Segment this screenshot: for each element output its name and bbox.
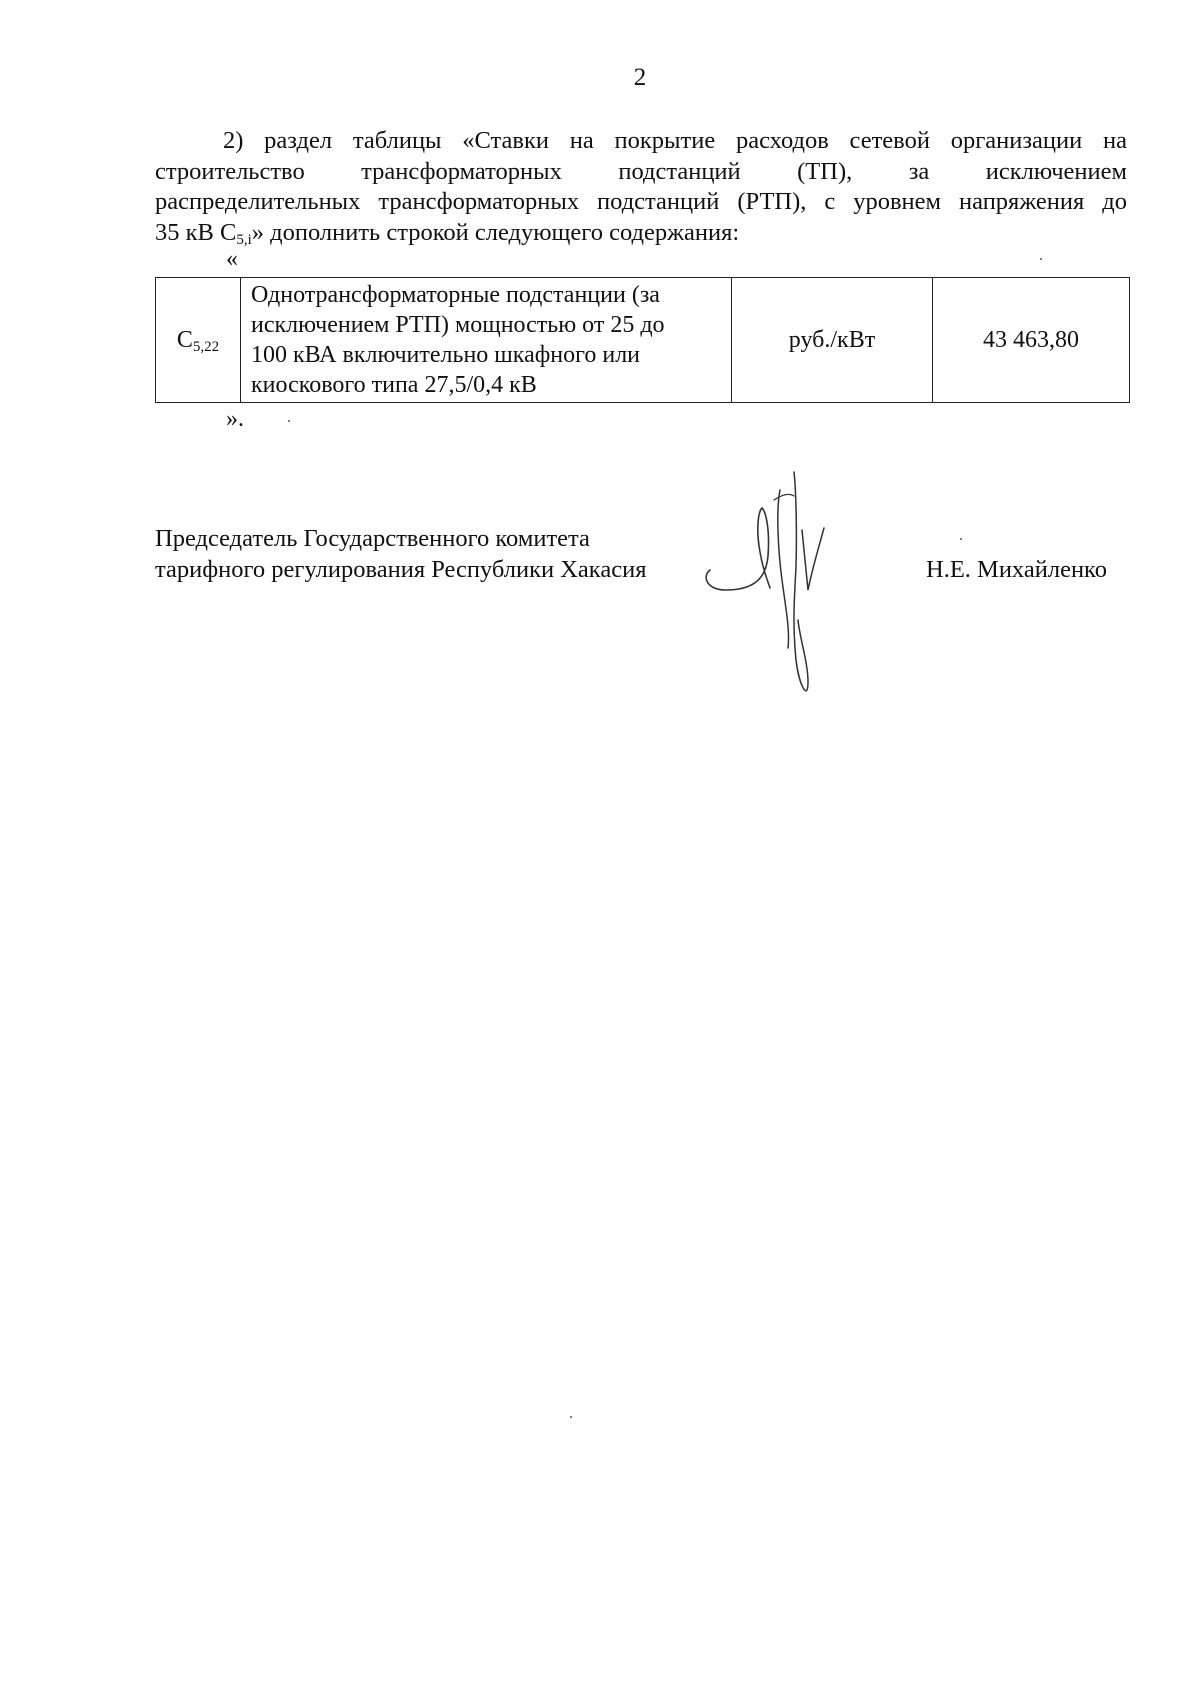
scan-speck xyxy=(288,420,290,422)
description-line-1: Однотрансформаторные подстанции (за xyxy=(251,282,660,308)
amendment-paragraph xyxy=(155,126,1127,248)
description-line-4: киоскового типа 27,5/0,4 кВ xyxy=(251,372,537,398)
closing-quote: ». xyxy=(226,406,244,432)
paragraph-line-4 xyxy=(155,218,1127,249)
paragraph-line-4-start: 35 кВ С xyxy=(155,218,237,246)
opening-quote: « xyxy=(226,246,238,272)
rate-value-cell: 43 463,80 xyxy=(933,278,1130,403)
paragraph-line-2: строительство трансформаторных подстанций (ТП), за исключением xyxy=(155,157,1127,185)
description-line-2: исключением РТП) мощностью от 25 до xyxy=(251,312,665,338)
handwritten-signature xyxy=(700,470,870,720)
page-number: 2 xyxy=(633,64,647,91)
signatory-name: Н.Е. Михайленко xyxy=(926,556,1107,583)
rate-code-cell xyxy=(156,278,241,403)
paragraph-line-1: 2) раздел таблицы «Ставки на покрытие расходов сетевой организации на xyxy=(223,127,1127,154)
scan-speck xyxy=(1040,258,1042,260)
paragraph-line-4-subscript: 5,i xyxy=(236,231,252,248)
rate-code-subscript: 5,22 xyxy=(192,339,220,355)
signatory-title-line-2: тарифного регулирования Республики Хакасия xyxy=(155,555,647,583)
rate-description-cell xyxy=(241,278,732,403)
description-line-3: 100 кВА включительно шкафного или xyxy=(251,342,641,368)
scan-speck xyxy=(570,1416,572,1418)
signatory-title xyxy=(155,524,646,585)
rate-unit-cell: руб./кВт xyxy=(732,278,933,403)
rate-table xyxy=(155,277,1130,403)
scan-speck xyxy=(960,538,962,540)
table-row xyxy=(156,278,1130,403)
paragraph-line-4-end: » дополнить строкой следующего содержания: xyxy=(251,218,740,246)
rate-code: С xyxy=(176,327,193,353)
paragraph-line-3: распределительных трансформаторных подстанций (РТП), с уровнем напряжения до xyxy=(155,188,1127,215)
signatory-title-line-1: Председатель Государственного комитета xyxy=(155,525,590,552)
